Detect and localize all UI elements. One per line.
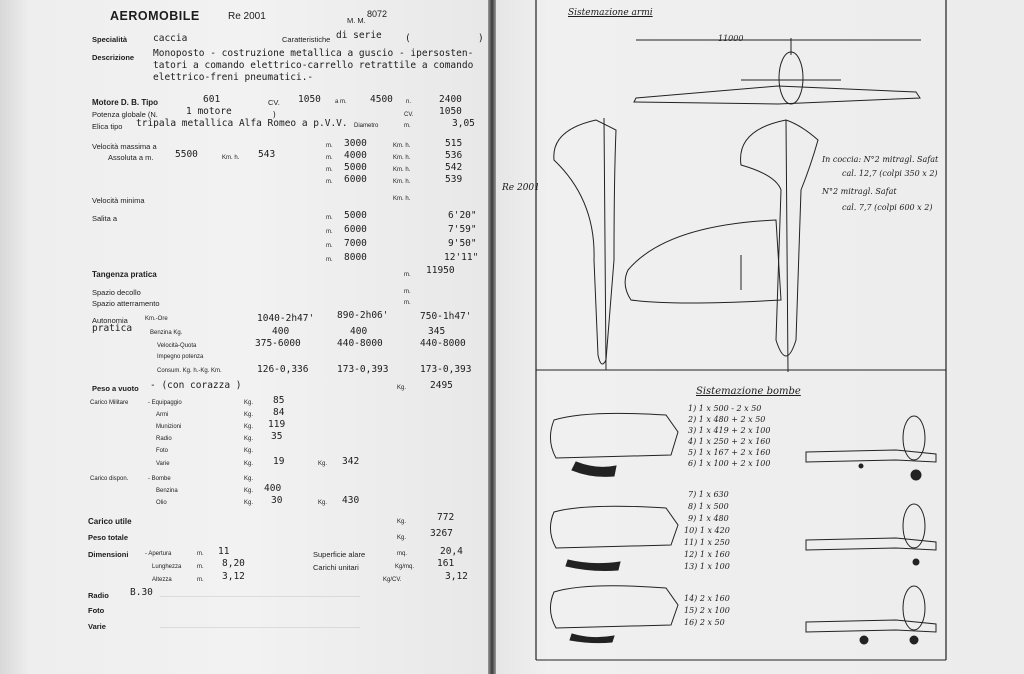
document-title: AEROMOBILE	[110, 9, 200, 23]
table-row: m.	[326, 179, 333, 185]
radio-label: Radio	[88, 591, 109, 600]
decollo-m: m.	[404, 289, 411, 295]
specialita-value: caccia	[153, 33, 188, 44]
table-row: 173-0,393	[420, 364, 472, 375]
potenza-cv: 1050	[439, 106, 462, 117]
table-row: - Bombe	[148, 476, 171, 482]
data-sheet-page	[0, 0, 488, 674]
list-item: 13) 1 x 100	[684, 562, 730, 571]
side-view-drawing	[550, 413, 678, 642]
list-item: 10) 1 x 420	[684, 526, 730, 535]
altezza-m: m.	[197, 577, 204, 583]
diametro-value: 3,05	[452, 118, 475, 129]
motore-label: Motore D. B. Tipo	[92, 98, 159, 107]
table-row: Km. h.	[393, 143, 411, 149]
autonomia-label-2: pratica	[92, 323, 133, 334]
mm-label: M. M.	[347, 16, 366, 25]
front-view-drawing	[634, 38, 920, 104]
table-row: 440-8000	[420, 338, 466, 349]
potenza-cv-label: CV.	[404, 112, 414, 118]
table-row: 536	[445, 150, 463, 161]
velocita-label: Velocità massima a	[92, 142, 157, 151]
varie-label: Varie	[88, 622, 106, 631]
assoluta-kmh: 543	[258, 149, 276, 160]
table-row: Kg.	[244, 488, 254, 494]
table-row: 30	[271, 495, 283, 506]
paren-close: )	[478, 33, 484, 44]
descrizione-line-3: elettrico-freni pneumatici.-	[153, 72, 314, 83]
tangenza-value: 11950	[426, 265, 455, 276]
table-row: 3000	[344, 138, 367, 149]
foto-label: Foto	[88, 606, 105, 615]
assoluta-label: Assoluta a m.	[108, 153, 154, 162]
tangenza-label: Tangenza pratica	[92, 270, 157, 279]
carico-militare-total: 342	[342, 456, 360, 467]
elica-label: Elica tipo	[92, 122, 123, 131]
table-row: 8000	[344, 252, 367, 263]
table-row: m.	[326, 215, 333, 221]
potenza-paren: )	[272, 110, 277, 119]
table-row: 173-0,393	[337, 364, 389, 375]
carico-utile-kg: Kg.	[397, 519, 407, 525]
list-item: 6) 1 x 100 + 2 x 100	[688, 459, 771, 468]
table-row: Munizioni	[156, 424, 182, 430]
specialita-label: Specialità	[92, 35, 128, 44]
assoluta-kmh-label: Km. h.	[222, 155, 240, 161]
table-row: Km. h.	[393, 179, 411, 185]
table-row: 7'59"	[448, 224, 477, 235]
descrizione-label: Descrizione	[92, 53, 135, 62]
table-row: - Equipaggio	[148, 400, 182, 406]
list-item: 8) 1 x 500	[688, 502, 729, 511]
table-row: Radio	[156, 436, 172, 442]
table-row: 750-1h47'	[420, 311, 472, 322]
table-row: 5000	[344, 162, 367, 173]
lunghezza-label: Lunghezza	[152, 564, 182, 570]
apertura-m: m.	[197, 551, 204, 557]
list-item: 9) 1 x 480	[688, 514, 729, 523]
descrizione-line-2: tatori a comando elettrico-carrello retrattile a comando	[153, 60, 474, 71]
altezza-label: Altezza	[152, 577, 172, 583]
list-item: 14) 2 x 160	[684, 594, 730, 603]
diametro-label: Diametro	[354, 123, 379, 129]
arm-line-3: N°2 mitragl. Safat	[822, 187, 897, 196]
descrizione-line-1: Monoposto - costruzione metallica a guscio - ipersosten-	[153, 48, 474, 59]
motore-cv: 1050	[298, 94, 321, 105]
table-row: 400	[272, 326, 290, 337]
table-row: 6000	[344, 224, 367, 235]
lunghezza-value: 8,20	[222, 558, 245, 569]
diametro-m: m.	[404, 123, 411, 129]
elica-value: tripala metallica Alfa Romeo a p.V.V.	[136, 118, 348, 129]
atterramento-m: m.	[404, 300, 411, 306]
velocita-minima-label: Velocità minima	[92, 196, 145, 205]
table-row: Km. h.	[393, 155, 411, 161]
table-row: Benzina Kg.	[150, 330, 183, 336]
peso-totale-value: 3267	[430, 528, 453, 539]
table-row: 375-6000	[255, 338, 301, 349]
velocita-minima-kmh: Km. h.	[393, 196, 411, 202]
list-item: 1) 1 x 500 - 2 x 50	[688, 404, 762, 413]
aircraft-drawings	[496, 0, 1024, 674]
table-row: 539	[445, 174, 463, 185]
carico-utile-label: Carico utile	[88, 517, 132, 526]
table-row: 6000	[344, 174, 367, 185]
table-row: Km.-Ore	[145, 316, 168, 322]
apertura-label: - Apertura	[145, 551, 172, 557]
radio-value: B.30	[130, 587, 153, 598]
table-row: m.	[326, 243, 333, 249]
motore-tipo: 601	[203, 94, 221, 105]
carico-militare-label: Carico Militare	[90, 400, 129, 406]
list-item: 4) 1 x 250 + 2 x 160	[688, 437, 771, 446]
carichi-label: Carichi unitari	[313, 563, 359, 572]
table-row: Varie	[156, 461, 170, 467]
table-row: 84	[273, 407, 285, 418]
arm-line-1: In coccia: N°2 mitragl. Safat	[822, 155, 939, 164]
table-row: 345	[428, 326, 446, 337]
table-row: Olio	[156, 500, 167, 506]
table-row: 35	[271, 431, 283, 442]
list-item: 15) 2 x 100	[684, 606, 730, 615]
list-item: 2) 1 x 480 + 2 x 50	[688, 415, 766, 424]
table-row: 400	[350, 326, 368, 337]
bleed-through	[160, 596, 360, 628]
kgcv-unit: Kg/CV.	[383, 577, 402, 583]
motore-giri: 2400	[439, 94, 462, 105]
carico-dispon-total: 430	[342, 495, 360, 506]
table-row: 9'50"	[448, 238, 477, 249]
carico-utile-value: 772	[437, 512, 455, 523]
table-row: Velocità-Quota	[157, 343, 197, 349]
table-row: Consum. Kg. h.-Kg. Km.	[157, 368, 222, 374]
dimensioni-label: Dimensioni	[88, 550, 129, 559]
atterramento-label: Spazio atterramento	[92, 299, 160, 308]
table-row: m.	[326, 167, 333, 173]
list-item: 3) 1 x 419 + 2 x 100	[688, 426, 771, 435]
aircraft-model: Re 2001	[228, 11, 266, 22]
peso-vuoto-value: 2495	[430, 380, 453, 391]
table-row: 542	[445, 162, 463, 173]
bomb-front-views	[806, 416, 936, 644]
altezza-value: 3,12	[222, 571, 245, 582]
motore-cv-label: CV.	[268, 98, 280, 107]
tangenza-m: m.	[404, 272, 411, 278]
top-view-drawing	[554, 118, 818, 372]
table-row: Kg.	[244, 412, 254, 418]
list-item: 12) 1 x 160	[684, 550, 730, 559]
carico-dispon-total-kg: Kg.	[318, 500, 328, 506]
list-item: 5) 1 x 167 + 2 x 160	[688, 448, 771, 457]
table-row: Armi	[156, 412, 169, 418]
table-row: Kg.	[244, 500, 254, 506]
table-row: Kg.	[244, 476, 254, 482]
wingspan-dimension: 11000	[718, 34, 744, 43]
book-gutter	[488, 0, 496, 674]
table-row: Kg.	[244, 461, 254, 467]
motore-n-label: n.	[406, 99, 412, 105]
table-row: 5000	[344, 210, 367, 221]
table-row: Benzina	[156, 488, 178, 494]
table-row: Foto	[156, 448, 169, 454]
caratteristiche-label: Caratteristiche	[282, 35, 331, 44]
autonomia-label: Autonomia	[92, 316, 128, 325]
peso-totale-label: Peso totale	[88, 533, 129, 542]
table-row: m.	[326, 143, 333, 149]
carichi-unit: Kg/mq.	[395, 564, 415, 570]
list-item: 16) 2 x 50	[684, 618, 725, 627]
peso-vuoto-label: Peso a vuoto	[92, 384, 139, 393]
superficie-value: 20,4	[440, 546, 463, 557]
carichi-value: 161	[437, 558, 455, 569]
table-row: 440-8000	[337, 338, 383, 349]
table-row: 119	[268, 419, 286, 430]
decollo-label: Spazio decollo	[92, 288, 141, 297]
table-row: m.	[326, 155, 333, 161]
peso-totale-kg: Kg.	[397, 535, 407, 541]
armi-title: Sistemazione armi	[568, 8, 653, 18]
table-row: Kg.	[244, 436, 254, 442]
carico-militare-total-kg: Kg.	[318, 461, 328, 467]
arm-line-4: cal. 7,7 (colpi 600 x 2)	[842, 203, 933, 212]
table-row: 890-2h06'	[337, 310, 389, 321]
superficie-label: Superficie alare	[313, 550, 366, 559]
table-row: 12'11"	[444, 252, 479, 263]
table-row: 126-0,336	[257, 364, 309, 375]
table-row: Kg.	[244, 400, 254, 406]
peso-vuoto-kg: Kg.	[397, 385, 407, 391]
potenza-motori: 1 motore	[186, 106, 232, 117]
potenza-label: Potenza globale (N.	[92, 110, 158, 119]
carico-dispon-label: Carico dispon.	[90, 476, 129, 482]
bombe-title: Sistemazione bombe	[696, 386, 801, 397]
salita-label: Salita a	[92, 214, 118, 223]
table-row: m.	[326, 257, 333, 263]
table-row: Impegno potenza	[157, 354, 204, 360]
table-row: 85	[273, 395, 285, 406]
assoluta-quota: 5500	[175, 149, 198, 160]
motore-am-label: a m.	[335, 99, 347, 105]
superficie-unit: mq.	[397, 551, 408, 557]
table-row: 4000	[344, 150, 367, 161]
peso-vuoto-note: - (con corazza )	[150, 380, 242, 391]
table-row: Km. h.	[393, 167, 411, 173]
table-row: 515	[445, 138, 463, 149]
table-row: 400	[264, 483, 282, 494]
kgcv-value: 3,12	[445, 571, 468, 582]
apertura-value: 11	[218, 546, 230, 557]
table-row: 1040-2h47'	[257, 313, 315, 324]
table-row: Kg.	[244, 448, 254, 454]
caratteristiche-value: di serie	[336, 30, 382, 41]
list-item: 7) 1 x 630	[688, 490, 729, 499]
arm-line-2: cal. 12,7 (colpi 350 x 2)	[842, 169, 938, 178]
table-row: 6'20"	[448, 210, 477, 221]
table-row: 19	[273, 456, 285, 467]
re2001-label: Re 2001	[502, 183, 540, 193]
mm-number: 8072	[367, 9, 388, 19]
table-row: 7000	[344, 238, 367, 249]
table-row: Kg.	[244, 424, 254, 430]
table-row: m.	[326, 229, 333, 235]
paren-open: (	[405, 33, 411, 44]
list-item: 11) 1 x 250	[684, 538, 730, 547]
lunghezza-m: m.	[197, 564, 204, 570]
motore-quota: 4500	[370, 94, 393, 105]
